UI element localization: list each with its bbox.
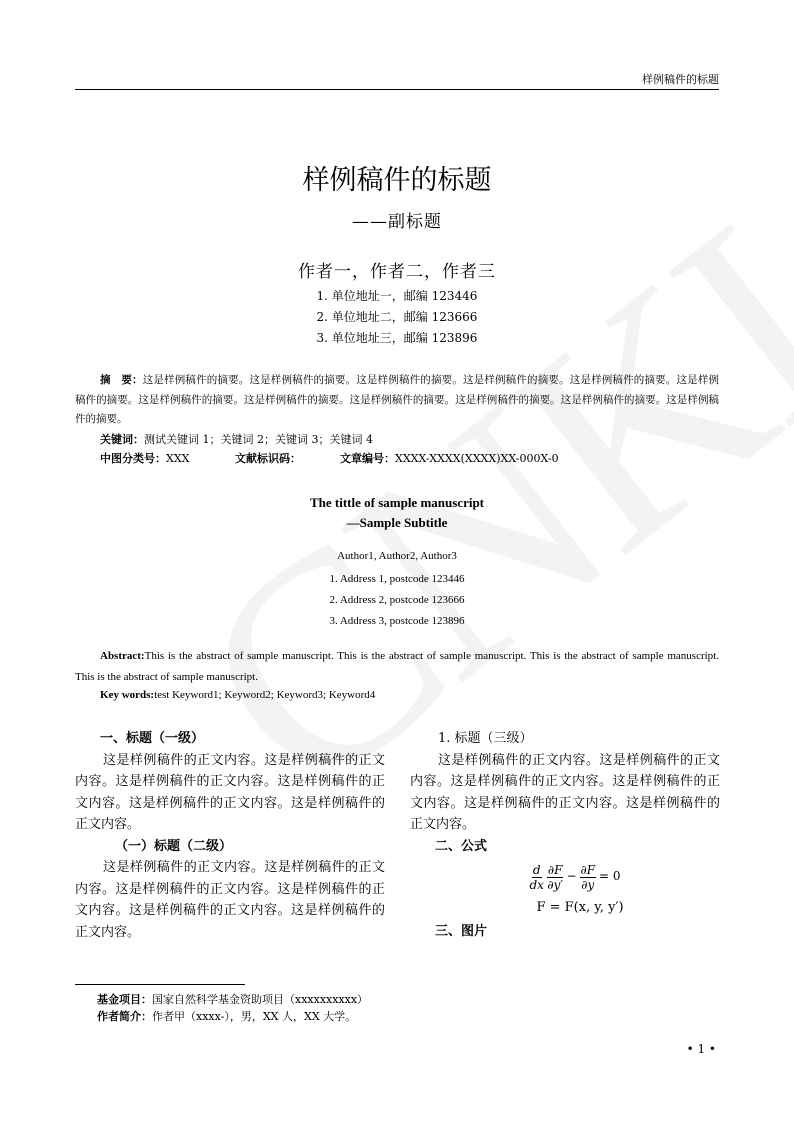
authors-en: Author1, Author2, Author3 — [337, 550, 457, 562]
fraction-dF-dyprime: $\frac{\partial F}{\partial y'}$ — [547, 862, 564, 892]
header-rule — [75, 89, 719, 90]
clc-label: 中图分类号： — [100, 452, 166, 465]
heading-formula: 二、公式 — [435, 838, 488, 854]
abstract-text-cn: 这是样例稿件的摘要。这是样例稿件的摘要。这是样例稿件的摘要。这是样例稿件的摘要。这是样例稿件的摘要。这是样例稿件的摘要。这是样例稿件的摘要。这是样例稿件的摘要。这是样例稿件的摘要。这是样例稿件的摘要。这是样例稿件的摘要。这是样例稿件的摘要。 — [75, 374, 719, 425]
clc-value: XXX — [166, 452, 190, 465]
affiliation: 1. Address 1, postcode 123446 — [329, 573, 465, 585]
affiliation: 1. 单位地址一，邮编 123446 — [316, 289, 478, 303]
subtitle-cn: ——副标题 — [352, 212, 442, 232]
fraction-d-dx: $\frac{d}{dx}$ — [529, 862, 544, 892]
equation-function: F = F(x, y, y′) — [536, 900, 624, 915]
abstract-label-en: Abstract: — [100, 650, 145, 662]
title-cn: 样例稿件的标题 — [302, 165, 492, 196]
fund-label: 基金项目： — [97, 993, 152, 1006]
keywords-label-en: Key words: — [100, 689, 155, 701]
classification-row — [100, 450, 559, 466]
equation-euler-lagrange — [410, 857, 720, 897]
abstract-text-en: This is the abstract of sample manuscript. This is the abstract of sample manuscript. This is the abstract of sample manuscript. This is the abstract of sample manuscript. — [75, 650, 719, 683]
heading-figure: 三、图片 — [435, 924, 488, 939]
body-paragraph: 这是样例稿件的正文内容。这是样例稿件的正文内容。这是样例稿件的正文内容。这是样例稿件的正文内容。这是样例稿件的正文内容。这是样例稿件的正文内容。 — [75, 860, 385, 940]
body-paragraph: 这是样例稿件的正文内容。这是样例稿件的正文内容。这是样例稿件的正文内容。这是样例稿件的正文内容。这是样例稿件的正文内容。这是样例稿件的正文内容。 — [75, 752, 385, 832]
subtitle-en: —Sample Subtitle — [346, 515, 448, 530]
author-bio-label: 作者简介： — [97, 1010, 152, 1023]
keywords-en — [100, 689, 375, 701]
keywords-text-en: test Keyword1; Keyword2; Keyword3; Keyword4 — [154, 689, 376, 701]
abstract-cn — [75, 371, 719, 430]
affiliation: 2. Address 2, postcode 123666 — [329, 594, 465, 606]
heading-level1: 一、标题（一级） — [100, 731, 205, 746]
keywords-cn — [100, 431, 373, 447]
body-column-left — [75, 728, 385, 943]
fund-text: 国家自然科学基金资助项目（xxxxxxxxxx） — [152, 993, 369, 1006]
footnote-author — [97, 1008, 356, 1024]
heading-level2: （一）标题（二级） — [115, 838, 233, 854]
keywords-text-cn: 测试关键词 1；关键词 2；关键词 3；关键词 4 — [144, 433, 373, 446]
affiliations-cn — [0, 286, 794, 349]
minus-sign: − — [566, 869, 577, 884]
affiliation: 3. 单位地址三，邮编 123896 — [316, 331, 478, 345]
author-bio-text: 作者甲（xxxx-），男，XX 人，XX 大学。 — [152, 1010, 357, 1023]
affiliation: 3. Address 3, postcode 123896 — [329, 615, 465, 627]
footnote-fund — [97, 991, 368, 1007]
abstract-en — [75, 646, 719, 688]
affiliation: 2. 单位地址二，邮编 123666 — [316, 310, 478, 324]
title-en: The tittle of sample manuscript — [309, 495, 485, 510]
affiliations-en — [0, 569, 794, 632]
page-number: • 1 • — [686, 1042, 716, 1056]
fraction-dF-dy: $\frac{\partial F}{\partial y}$ — [580, 862, 596, 892]
footnote-rule — [75, 984, 245, 985]
keywords-label-cn: 关键词： — [100, 433, 144, 446]
body-paragraph: 这是样例稿件的正文内容。这是样例稿件的正文内容。这是样例稿件的正文内容。这是样例稿件的正文内容。这是样例稿件的正文内容。这是样例稿件的正文内容。 — [410, 752, 720, 832]
doc-code-label: 文献标识码： — [235, 452, 301, 465]
article-no-label: 文章编号： — [340, 452, 395, 465]
article-no-value: XXXX-XXXX(XXXX)XX-000X-0 — [395, 452, 559, 465]
abstract-label-cn: 摘 要： — [100, 374, 143, 386]
running-header: 样例稿件的标题 — [642, 73, 719, 86]
equals-zero: = 0 — [599, 869, 621, 884]
authors-cn: 作者一，作者二，作者三 — [298, 262, 496, 282]
body-column-right — [410, 728, 720, 943]
heading-level3: 1. 标题（三级） — [438, 731, 533, 746]
